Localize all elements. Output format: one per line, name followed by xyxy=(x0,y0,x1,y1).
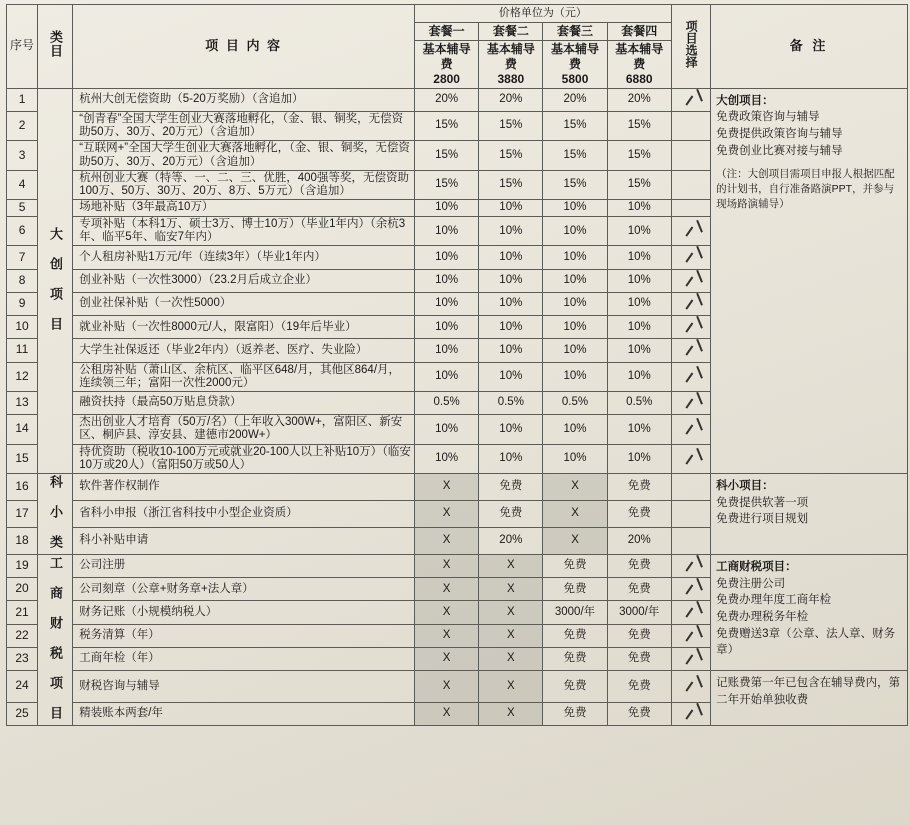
row-select[interactable] xyxy=(671,269,710,292)
row-price-1: X xyxy=(415,647,479,670)
row-price-2: 15% xyxy=(479,111,543,140)
row-item: 融资扶持（最高50万贴息贷款） xyxy=(73,391,415,414)
row-price-3: 免费 xyxy=(543,578,607,601)
row-no: 9 xyxy=(7,292,38,315)
row-price-3: 10% xyxy=(543,246,607,269)
package-1-fee-label: 基本辅导费 xyxy=(422,41,471,71)
row-price-4: 免费 xyxy=(607,647,671,670)
row-price-2: 免费 xyxy=(479,501,543,528)
header-item: 项 目 内 容 xyxy=(73,5,415,89)
row-item: 个人租房补贴1万元/年（连续3年）（毕业1年内） xyxy=(73,246,415,269)
row-select[interactable] xyxy=(671,141,710,170)
package-3-price: 5800 xyxy=(561,71,589,86)
row-price-4: 免费 xyxy=(607,578,671,601)
row-price-4: 15% xyxy=(607,111,671,140)
row-select[interactable] xyxy=(671,391,710,414)
row-price-4: 10% xyxy=(607,316,671,339)
row-item: 公租房补贴（萧山区、余杭区、临平区648/月，其他区864/月，连续领三年；富阳一次性2000元） xyxy=(73,362,415,391)
row-item: 财务记账（小规模纳税人） xyxy=(73,601,415,624)
row-select[interactable] xyxy=(671,601,710,624)
package-1-price: 2800 xyxy=(433,71,460,86)
row-no: 14 xyxy=(7,415,38,444)
row-price-4: 免费 xyxy=(607,474,671,501)
row-price-3: 10% xyxy=(543,269,607,292)
row-price-2: 10% xyxy=(479,415,543,444)
row-price-2: 10% xyxy=(479,269,543,292)
row-price-3: 10% xyxy=(543,292,607,315)
row-price-2: X xyxy=(479,578,543,601)
remark-gongshang-title: 工商财税项目： xyxy=(716,560,797,573)
row-price-1: X xyxy=(415,501,479,528)
row-no: 23 xyxy=(7,647,38,670)
row-price-1: 15% xyxy=(415,141,479,170)
row-no: 24 xyxy=(7,671,38,703)
row-price-4: 0.5% xyxy=(607,391,671,414)
package-3-name: 套餐三 xyxy=(543,22,607,40)
row-select[interactable] xyxy=(671,501,710,528)
row-price-1: X xyxy=(415,702,479,725)
row-price-1: 15% xyxy=(415,111,479,140)
category-gongshang: 工 商 财 税 项 目 xyxy=(38,554,73,725)
row-no: 6 xyxy=(7,216,38,245)
checkmark-icon xyxy=(680,556,702,572)
row-item: 持优资助（税收10-100万元或就业20-100人以上补贴10万）（临安10万或20人）（富阳50万或50人） xyxy=(73,444,415,473)
table-row xyxy=(7,474,908,501)
remark-dachuang-title: 大创项目： xyxy=(716,94,774,107)
row-price-1: X xyxy=(415,527,479,554)
row-price-1: 10% xyxy=(415,444,479,473)
row-price-3: 免费 xyxy=(543,671,607,703)
row-price-4: 10% xyxy=(607,415,671,444)
row-price-1: 15% xyxy=(415,170,479,199)
remark-kexiao-line-1: 免费进行项目规划 xyxy=(716,513,809,526)
row-no: 25 xyxy=(7,702,38,725)
row-price-1: 10% xyxy=(415,339,479,362)
checkmark-icon xyxy=(680,579,702,595)
row-price-2: 15% xyxy=(479,170,543,199)
package-3-fee-label: 基本辅导费 xyxy=(551,41,600,71)
header-select: 项目选择 xyxy=(671,5,710,89)
row-price-2: 10% xyxy=(479,339,543,362)
row-select[interactable] xyxy=(671,578,710,601)
table-row xyxy=(7,554,908,577)
row-no: 17 xyxy=(7,501,38,528)
remark-dachuang-note: （注：大创项目需项目申报人根据匹配的计划书，自行准备路演PPT，并参与现场路演辅导） xyxy=(716,168,895,210)
row-price-2: X xyxy=(479,671,543,703)
row-price-3: X xyxy=(543,474,607,501)
row-price-4: 10% xyxy=(607,246,671,269)
row-item: 税务清算（年） xyxy=(73,624,415,647)
row-price-4: 3000/年 xyxy=(607,601,671,624)
package-4-name: 套餐四 xyxy=(607,22,671,40)
checkmark-icon xyxy=(680,90,702,106)
row-no: 12 xyxy=(7,362,38,391)
row-item: 创业社保补贴（一次性5000） xyxy=(73,292,415,315)
row-price-1: 10% xyxy=(415,269,479,292)
remark-gongshang-line-3: 免费赠送3章（公章、法人章、财务章） xyxy=(716,627,896,657)
row-price-1: X xyxy=(415,554,479,577)
row-price-3: 15% xyxy=(543,170,607,199)
row-price-3: 3000/年 xyxy=(543,601,607,624)
row-no: 16 xyxy=(7,474,38,501)
row-price-4: 10% xyxy=(607,444,671,473)
checkmark-icon xyxy=(680,247,702,263)
row-no: 22 xyxy=(7,624,38,647)
row-no: 8 xyxy=(7,269,38,292)
row-select[interactable] xyxy=(671,339,710,362)
row-price-1: X xyxy=(415,578,479,601)
row-price-3: 0.5% xyxy=(543,391,607,414)
row-no: 1 xyxy=(7,88,38,111)
row-select[interactable] xyxy=(671,246,710,269)
row-price-3: 10% xyxy=(543,316,607,339)
package-4-price: 6880 xyxy=(625,71,653,86)
row-price-4: 10% xyxy=(607,216,671,245)
remark-kexiao-title: 科小项目： xyxy=(716,480,774,493)
row-price-2: 20% xyxy=(479,88,543,111)
checkmark-icon xyxy=(680,704,702,720)
checkmark-icon xyxy=(680,649,702,665)
row-select[interactable] xyxy=(671,88,710,111)
row-item: 场地补贴（3年最高10万） xyxy=(73,200,415,217)
checkmark-icon xyxy=(680,340,702,356)
row-price-2: 10% xyxy=(479,362,543,391)
row-price-2: X xyxy=(479,624,543,647)
row-price-4: 20% xyxy=(607,527,671,554)
row-item: 工商年检（年） xyxy=(73,647,415,670)
remark-dachuang-line-2: 免费创业比赛对接与辅导 xyxy=(716,144,843,157)
row-price-3: X xyxy=(543,527,607,554)
package-2-name: 套餐二 xyxy=(479,22,543,40)
remark-dachuang-line-1: 免费提供政策咨询与辅导 xyxy=(716,127,843,140)
row-price-4: 免费 xyxy=(607,554,671,577)
remark-kexiao-line-0: 免费提供软著一项 xyxy=(716,496,809,509)
header-unit-label: 价格单位为（元） xyxy=(415,5,672,23)
checkmark-icon xyxy=(680,602,702,618)
package-1-name: 套餐一 xyxy=(415,22,479,40)
row-select[interactable] xyxy=(671,200,710,217)
category-kexiaolei: 科 小 类 xyxy=(38,474,73,555)
row-price-4: 免费 xyxy=(607,501,671,528)
row-item: 杭州大创无偿资助（5-20万奖励）（含追加） xyxy=(73,88,415,111)
row-item: 公司刻章（公章+财务章+法人章） xyxy=(73,578,415,601)
row-no: 2 xyxy=(7,111,38,140)
row-price-2: 10% xyxy=(479,200,543,217)
row-price-4: 免费 xyxy=(607,671,671,703)
row-item: 大学生社保返还（毕业2年内）（返养老、医疗、失业险） xyxy=(73,339,415,362)
row-select[interactable] xyxy=(671,702,710,725)
row-price-4: 免费 xyxy=(607,702,671,725)
row-price-1: 20% xyxy=(415,88,479,111)
checkmark-icon xyxy=(680,449,702,465)
row-price-3: 10% xyxy=(543,362,607,391)
row-price-2: X xyxy=(479,601,543,624)
row-item: 科小补贴申请 xyxy=(73,527,415,554)
remark-gongshang-note-text: 记账费第一年已包含在辅导费内，第二年开始单独收费 xyxy=(716,677,901,706)
row-price-1: 10% xyxy=(415,362,479,391)
row-price-2: X xyxy=(479,647,543,670)
row-item: “互联网+”全国大学生创业大赛落地孵化，（金、银、铜奖，无偿资助50万、30万、20万元）（含追加） xyxy=(73,141,415,170)
row-price-4: 免费 xyxy=(607,624,671,647)
row-select[interactable] xyxy=(671,444,710,473)
row-no: 5 xyxy=(7,200,38,217)
row-no: 18 xyxy=(7,527,38,554)
row-select[interactable] xyxy=(671,316,710,339)
row-select[interactable] xyxy=(671,624,710,647)
row-select[interactable] xyxy=(671,671,710,703)
category-dachuang: 大 创 项 目 xyxy=(38,88,73,473)
row-select[interactable] xyxy=(671,554,710,577)
row-no: 11 xyxy=(7,339,38,362)
row-price-1: 10% xyxy=(415,415,479,444)
row-price-4: 10% xyxy=(607,269,671,292)
row-price-4: 10% xyxy=(607,362,671,391)
row-price-3: 免费 xyxy=(543,647,607,670)
package-4-fee-label: 基本辅导费 xyxy=(615,41,664,71)
checkmark-icon xyxy=(680,419,702,435)
row-price-2: 10% xyxy=(479,316,543,339)
row-item: 财税咨询与辅导 xyxy=(73,671,415,703)
row-price-1: 0.5% xyxy=(415,391,479,414)
row-price-2: 0.5% xyxy=(479,391,543,414)
row-item: 就业补贴（一次性8000元/人，限富阳）（19年后毕业） xyxy=(73,316,415,339)
row-price-4: 10% xyxy=(607,200,671,217)
table-row xyxy=(7,88,908,111)
row-price-3: 10% xyxy=(543,216,607,245)
header-category: 类目 xyxy=(38,5,73,89)
row-price-3: 免费 xyxy=(543,624,607,647)
row-price-1: 10% xyxy=(415,216,479,245)
row-select[interactable] xyxy=(671,170,710,199)
row-item: 杭州创业大赛（特等、一、二、三、优胜，400强等奖，无偿资助100万、50万、30万、20万、8万、5万元）（含追加） xyxy=(73,170,415,199)
row-select[interactable] xyxy=(671,415,710,444)
row-no: 7 xyxy=(7,246,38,269)
row-price-2: 10% xyxy=(479,216,543,245)
row-price-1: X xyxy=(415,474,479,501)
checkmark-icon xyxy=(680,317,702,333)
header-remark: 备 注 xyxy=(711,5,908,89)
row-price-1: 10% xyxy=(415,246,479,269)
checkmark-icon xyxy=(680,676,702,692)
price-table xyxy=(6,4,908,726)
row-no: 21 xyxy=(7,601,38,624)
row-item: “创青春”全国大学生创业大赛落地孵化，（金、银、铜奖，无偿资助50万、30万、20万元）（含追加） xyxy=(73,111,415,140)
row-select[interactable] xyxy=(671,527,710,554)
row-item: 杰出创业人才培育（50万/名）（上年收入300W+，富阳区、新安区、桐庐县、淳安县、建德市200W+） xyxy=(73,415,415,444)
row-select[interactable] xyxy=(671,474,710,501)
package-2-fee-label: 基本辅导费 xyxy=(486,41,535,71)
row-price-2: 10% xyxy=(479,444,543,473)
row-price-1: X xyxy=(415,601,479,624)
checkmark-icon xyxy=(680,271,702,287)
table-header-row-1 xyxy=(7,5,908,23)
row-item: 公司注册 xyxy=(73,554,415,577)
row-no: 19 xyxy=(7,554,38,577)
remark-dachuang xyxy=(711,88,908,473)
row-price-3: 10% xyxy=(543,415,607,444)
row-price-1: X xyxy=(415,671,479,703)
row-price-2: 免费 xyxy=(479,474,543,501)
package-2-price: 3880 xyxy=(497,71,525,86)
row-item: 创业补贴（一次性3000）（23.2月后成立企业） xyxy=(73,269,415,292)
row-no: 15 xyxy=(7,444,38,473)
checkmark-icon xyxy=(680,626,702,642)
checkmark-icon xyxy=(680,294,702,310)
row-no: 13 xyxy=(7,391,38,414)
row-price-3: 10% xyxy=(543,200,607,217)
row-item: 软件著作权制作 xyxy=(73,474,415,501)
row-price-1: 10% xyxy=(415,292,479,315)
row-price-2: X xyxy=(479,554,543,577)
row-select[interactable] xyxy=(671,292,710,315)
row-price-4: 15% xyxy=(607,170,671,199)
checkmark-icon xyxy=(680,221,702,237)
row-price-2: 20% xyxy=(479,527,543,554)
remark-gongshang xyxy=(711,554,908,670)
row-price-3: 15% xyxy=(543,111,607,140)
row-no: 4 xyxy=(7,170,38,199)
checkmark-icon xyxy=(680,393,702,409)
row-price-3: 15% xyxy=(543,141,607,170)
remark-gongshang-line-1: 免费办理年度工商年检 xyxy=(716,594,832,607)
row-price-3: 10% xyxy=(543,339,607,362)
row-price-2: 15% xyxy=(479,141,543,170)
remark-gongshang-line-0: 免费注册公司 xyxy=(716,577,786,590)
remark-gongshang-line-2: 免费办理税务年检 xyxy=(716,610,809,623)
row-price-3: 免费 xyxy=(543,702,607,725)
row-item: 专项补贴（本科1万、硕士3万、博士10万）（毕业1年内）（余杭3年、临平5年、临安7年内） xyxy=(73,216,415,245)
row-price-4: 10% xyxy=(607,339,671,362)
remark-kexiao xyxy=(711,474,908,555)
row-no: 10 xyxy=(7,316,38,339)
row-price-4: 10% xyxy=(607,292,671,315)
row-price-4: 15% xyxy=(607,141,671,170)
checkmark-icon xyxy=(680,367,702,383)
row-item: 精装账本两套/年 xyxy=(73,702,415,725)
row-price-3: X xyxy=(543,501,607,528)
row-price-3: 20% xyxy=(543,88,607,111)
row-no: 20 xyxy=(7,578,38,601)
row-price-1: 10% xyxy=(415,316,479,339)
row-no: 3 xyxy=(7,141,38,170)
row-price-2: 10% xyxy=(479,246,543,269)
remark-gongshang-note xyxy=(711,671,908,726)
table-row xyxy=(7,671,908,703)
row-select[interactable] xyxy=(671,362,710,391)
header-no: 序号 xyxy=(7,5,38,89)
row-price-3: 10% xyxy=(543,444,607,473)
row-select[interactable] xyxy=(671,216,710,245)
row-select[interactable] xyxy=(671,111,710,140)
row-price-2: 10% xyxy=(479,292,543,315)
row-select[interactable] xyxy=(671,647,710,670)
row-price-2: X xyxy=(479,702,543,725)
row-price-3: 免费 xyxy=(543,554,607,577)
remark-dachuang-line-0: 免费政策咨询与辅导 xyxy=(716,111,820,124)
row-price-1: X xyxy=(415,624,479,647)
row-price-4: 20% xyxy=(607,88,671,111)
row-item: 省科小申报（浙江省科技中小型企业资质） xyxy=(73,501,415,528)
row-price-1: 10% xyxy=(415,200,479,217)
